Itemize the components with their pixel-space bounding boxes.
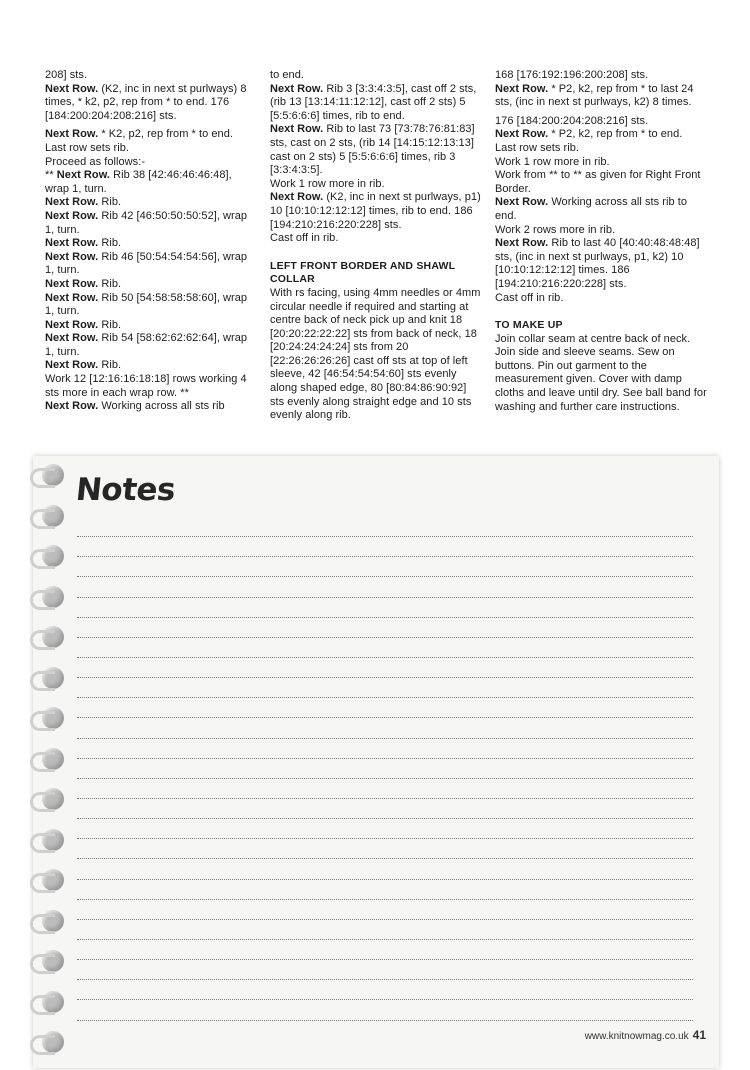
spiral-ring [28, 989, 72, 1030]
row-label: Next Row. [45, 400, 99, 413]
pattern-paragraph [495, 83, 707, 110]
spiral-ring [28, 705, 72, 746]
note-line[interactable] [77, 658, 693, 678]
pattern-paragraph [495, 156, 707, 170]
pattern-column-2 [270, 69, 482, 423]
instruction-text: * P2, k2, rep from * to last 24 sts, (inc in next st purlways, k2) 8 times. [495, 82, 694, 109]
instruction-text: Rib. [98, 359, 122, 372]
note-line[interactable] [77, 940, 693, 960]
instruction-text: Work 1 row more in rib. [270, 177, 385, 190]
spiral-ring [28, 908, 72, 949]
spiral-ring [28, 786, 72, 827]
row-label: Next Row. [270, 191, 324, 204]
instruction-text: to end. [270, 69, 304, 81]
note-line[interactable] [77, 779, 693, 799]
note-line[interactable] [77, 718, 693, 738]
note-line[interactable] [77, 618, 693, 638]
instruction-text: With rs facing, using 4mm needles or 4mm circular needle if required and starting at centre back of neck pick up and knit 18 [20:20:22:22:22] sts from back of neck, 18 [20:24:24:24:24] sts from 20 [22:26:26:26:26] cast off sts at top of left sleeve, 42 [46:54:54:54:60] sts evenly along shaped edge, 80 [80:84:86:90:92] sts evenly along straight edge and 10 sts evenly along rib. [270, 286, 481, 422]
instruction-text: Rib. [98, 318, 122, 331]
pattern-paragraph [45, 319, 257, 333]
pattern-paragraph [270, 83, 482, 124]
note-line[interactable] [77, 598, 693, 618]
row-label: Next Row. [45, 291, 99, 304]
instruction-text: Cast off in rib. [270, 232, 339, 245]
pattern-column-1 [45, 69, 257, 414]
pattern-paragraph [270, 287, 482, 423]
pattern-paragraph [270, 69, 482, 83]
spiral-wire [30, 752, 55, 772]
note-line[interactable] [77, 638, 693, 658]
note-line[interactable] [77, 859, 693, 879]
spiral-wire [30, 509, 55, 529]
notes-title: Notes [74, 472, 177, 508]
note-line[interactable] [77, 698, 693, 718]
page-footer [585, 1028, 706, 1042]
row-label: Next Row. [56, 169, 110, 182]
pattern-paragraph [270, 191, 482, 232]
row-label: Next Row. [495, 82, 549, 95]
pattern-paragraph [45, 373, 257, 400]
instruction-text: Rib. [98, 196, 122, 209]
spiral-wire [30, 711, 55, 731]
note-line[interactable] [77, 517, 693, 537]
instruction-text: (K2, inc in next st purlways) 8 times, * k2, p2, rep from * to end. 176 [184:200:204:208:216] sts. [45, 82, 247, 122]
instruction-text: Rib. [98, 277, 122, 290]
instruction-text: Rib 46 [50:54:54:54:56], wrap 1, turn. [45, 250, 248, 277]
spiral-wire [30, 468, 55, 488]
row-label: Next Row. [45, 332, 99, 345]
pattern-paragraph [45, 251, 257, 278]
instruction-text: Cast off in rib. [495, 291, 564, 304]
pattern-paragraph [45, 332, 257, 359]
row-label: Next Row. [45, 277, 99, 290]
note-line[interactable] [77, 557, 693, 577]
row-label: Next Row. [45, 318, 99, 331]
pattern-paragraph [45, 128, 257, 142]
note-line[interactable] [77, 678, 693, 698]
spiral-ring [28, 462, 72, 503]
spiral-wire [30, 590, 55, 610]
instruction-text: Proceed as follows:- [45, 155, 146, 168]
pattern-paragraph [270, 232, 482, 246]
spiral-binding [28, 462, 72, 1060]
spiral-ring [28, 665, 72, 706]
pattern-paragraph [495, 224, 707, 238]
instruction-text: 168 [176:192:196:200:208] sts. [495, 69, 649, 81]
row-label: Next Row. [45, 209, 99, 222]
pattern-paragraph [270, 178, 482, 192]
instruction-text: Work 1 row more in rib. [495, 155, 610, 168]
row-label: Next Row. [45, 196, 99, 209]
pattern-paragraph [495, 69, 707, 83]
instruction-text: Rib 50 [54:58:58:58:60], wrap 1, turn. [45, 291, 248, 318]
pattern-paragraph [45, 156, 257, 170]
spiral-wire [30, 995, 55, 1015]
pattern-paragraph [495, 169, 707, 196]
note-line[interactable] [77, 759, 693, 779]
row-label: Next Row. [495, 128, 549, 141]
spiral-ring [28, 746, 72, 787]
spiral-wire [30, 873, 55, 893]
note-line[interactable] [77, 900, 693, 920]
note-line[interactable] [77, 960, 693, 980]
spiral-wire [30, 954, 55, 974]
spiral-wire [30, 1035, 55, 1055]
instruction-text: Work 12 [12:16:16:18:18] rows working 4 sts more in each wrap row. ** [45, 373, 247, 399]
marker-text: ** [45, 169, 57, 182]
instruction-text: Last row sets rib. [495, 141, 580, 154]
instruction-text: Rib to last 73 [73:78:76:81:83] sts, cast on 2 sts, (rib 14 [14:15:12:13:13] cast on 2 sts) 5 [5:5:6:6:6] times, rib 3 [3:3:4:3:5]. [270, 123, 475, 177]
row-label: Next Row. [45, 82, 99, 95]
pattern-paragraph [45, 292, 257, 319]
instruction-text: Rib. [98, 237, 122, 250]
instruction-text: Last row sets rib. [45, 141, 130, 154]
spiral-ring [28, 827, 72, 868]
pattern-paragraph [495, 128, 707, 142]
spiral-ring [28, 543, 72, 584]
instruction-text: 176 [184:200:204:208:216] sts. [495, 114, 649, 127]
pattern-paragraph [45, 359, 257, 373]
spiral-wire [30, 549, 55, 569]
instruction-text: 208] sts. [45, 69, 88, 81]
instruction-text: * P2, k2, rep from * to end. [548, 128, 683, 141]
spiral-wire [30, 914, 55, 934]
pattern-paragraph [45, 400, 257, 414]
instruction-text: Rib 3 [3:3:4:3:5], cast off 2 sts, (rib 13 [13:14:11:12:12], cast off 2 sts) 5 [5:5:6:6:6] times, rib to end. [270, 82, 477, 122]
row-label: Next Row. [45, 128, 99, 141]
pattern-paragraph [495, 196, 707, 223]
instruction-text: Rib to last 40 [40:40:48:48:48] sts, (inc in next st purlways, p1, k2) 10 [10:10:12:12:12] times. 186 [194:210:216:220:228] sts. [495, 237, 700, 290]
pattern-paragraph [495, 142, 707, 156]
spiral-ring [28, 503, 72, 544]
pattern-paragraph [45, 69, 257, 83]
spiral-wire [30, 792, 55, 812]
instruction-text: Working across all sts rib to end. [495, 196, 688, 222]
note-line[interactable] [77, 739, 693, 759]
row-label: Next Row. [45, 237, 99, 250]
row-label: Next Row. [45, 359, 99, 372]
spiral-ring [28, 624, 72, 665]
note-line[interactable] [77, 799, 693, 819]
instruction-text: Rib 38 [42:46:46:46:48], wrap 1, turn. [45, 169, 232, 195]
note-line[interactable] [77, 839, 693, 859]
pattern-paragraph [45, 278, 257, 292]
instruction-text: (K2, inc in next st purlways, p1) 10 [10:10:12:12:12] times, rib to end. 186 [194:210:216:220:228] sts. [270, 191, 481, 231]
pattern-paragraph [45, 210, 257, 237]
instruction-text: * K2, p2, rep from * to end. [98, 128, 233, 141]
spiral-wire [30, 671, 55, 691]
pattern-paragraph [45, 237, 257, 251]
note-line[interactable] [77, 980, 693, 1000]
pattern-paragraph [495, 115, 707, 129]
spiral-ring [28, 867, 72, 908]
instruction-text: Rib 42 [46:50:50:50:52], wrap 1, turn. [45, 209, 248, 236]
instruction-text: Rib 54 [58:62:62:62:64], wrap 1, turn. [45, 332, 248, 358]
section-heading: TO MAKE UP [495, 319, 563, 332]
spiral-ring [28, 1029, 72, 1070]
pattern-paragraph [45, 196, 257, 210]
notes-lines[interactable] [77, 517, 693, 1021]
row-label: Next Row. [270, 82, 324, 95]
pattern-paragraph [45, 169, 257, 196]
spiral-ring [28, 584, 72, 625]
pattern-paragraph [270, 123, 482, 177]
row-label: Next Row. [45, 250, 99, 263]
pattern-paragraph [495, 333, 707, 415]
note-line[interactable] [77, 537, 693, 557]
spiral-wire [30, 630, 55, 650]
pattern-column-3 [495, 69, 707, 414]
note-line[interactable] [77, 880, 693, 900]
row-label: Next Row. [270, 123, 324, 136]
instruction-text: Work from ** to ** as given for Right Front Border. [495, 169, 701, 195]
instruction-text: Join collar seam at centre back of neck. Join side and sleeve seams. Sew on buttons. Pin out garment to the measurement given. Cover with damp cloths and leave until dry. See ball band for washing and further care instructions. [495, 332, 707, 413]
note-line[interactable] [77, 577, 693, 597]
row-label: Next Row. [495, 237, 549, 250]
instruction-text: Work 2 rows more in rib. [495, 223, 616, 236]
note-line[interactable] [77, 819, 693, 839]
note-line[interactable] [77, 920, 693, 940]
spiral-ring [28, 948, 72, 989]
pattern-paragraph [45, 142, 257, 156]
instruction-text: Working across all sts rib [98, 400, 225, 413]
pattern-paragraph [45, 83, 257, 124]
row-label: Next Row. [495, 196, 549, 209]
footer-url[interactable]: www.knitnowmag.co.uk [584, 1031, 689, 1042]
pattern-paragraph [495, 292, 707, 306]
spiral-wire [30, 833, 55, 853]
note-line[interactable] [77, 1000, 693, 1020]
pattern-paragraph [495, 237, 707, 291]
section-heading: LEFT FRONT BORDER AND SHAWL COLLAR [270, 259, 456, 286]
page-number: 41 [692, 1028, 706, 1042]
